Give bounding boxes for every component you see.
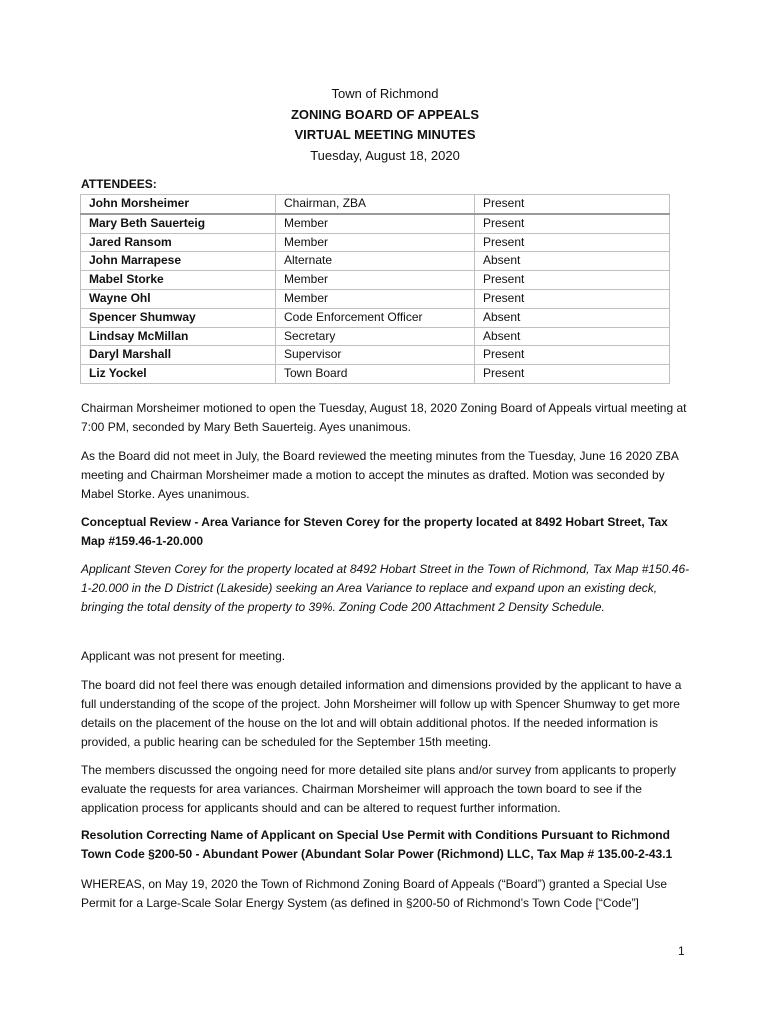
attendee-row bbox=[81, 346, 670, 365]
attendee-name: John Marrapese bbox=[81, 252, 276, 271]
attendee-row bbox=[81, 252, 670, 271]
paragraph-applicant-description bbox=[81, 560, 691, 617]
heading-text: Resolution Correcting Name of Applicant on Special Use Permit with Conditions Pursuant to Richmond Town Code §200-50 - Abundant Power (Abundant Solar Power (Richmond) LLC, Tax Map # 135.00-2-43.1 bbox=[81, 828, 673, 861]
attendee-role: Code Enforcement Officer bbox=[276, 308, 475, 327]
attendee-role: Chairman, ZBA bbox=[276, 195, 475, 214]
attendee-role: Secretary bbox=[276, 327, 475, 346]
attendee-role: Member bbox=[276, 214, 475, 233]
attendee-row bbox=[81, 289, 670, 308]
paragraph-minutes-review bbox=[81, 447, 691, 504]
attendee-status: Absent bbox=[475, 327, 670, 346]
attendee-status: Present bbox=[475, 346, 670, 365]
page-number: 1 bbox=[678, 944, 685, 958]
attendee-status: Present bbox=[475, 365, 670, 384]
paragraph-text: WHEREAS, on May 19, 2020 the Town of Richmond Zoning Board of Appeals (“Board”) granted a Special Use Permit for a Large-Scale Solar Energy System (as defined in §200-50 of Richmond’s Town Code [“Code”] bbox=[81, 877, 668, 910]
paragraph-text: As the Board did not meet in July, the Board reviewed the meeting minutes from the Tuesday, June 16 2020 ZBA meeting and Chairman Morsheimer made a motion to accept the minutes as drafted. Motion was seconded by Mabel Storke. Ayes unanimous. bbox=[81, 449, 679, 501]
paragraph-board-discussion bbox=[81, 676, 691, 752]
attendee-name: Wayne Ohl bbox=[81, 289, 276, 308]
attendee-role: Supervisor bbox=[276, 346, 475, 365]
attendee-role: Town Board bbox=[276, 365, 475, 384]
paragraph-text: Applicant was not present for meeting. bbox=[81, 649, 286, 663]
heading-conceptual-review bbox=[81, 513, 691, 551]
attendee-row bbox=[81, 365, 670, 384]
paragraph-text: Chairman Morsheimer motioned to open the Tuesday, August 18, 2020 Zoning Board of Appeals virtual meeting at 7:00 PM, seconded by Mary Beth Sauerteig. Ayes unanimous. bbox=[81, 401, 687, 434]
heading-text: Conceptual Review - Area Variance for Steven Corey for the property located at 8492 Hobart Street, Tax Map #159.46-1-20.000 bbox=[81, 515, 668, 548]
attendee-name: Daryl Marshall bbox=[81, 346, 276, 365]
paragraph-text: The board did not feel there was enough detailed information and dimensions provided by the applicant to have a full understanding of the scope of the project. John Morsheimer will follow up with Spencer Shumway to get more details on the placement of the house on the lot and will obtain additional photos. If the needed information is provided, a public hearing can be scheduled for the September 15th meeting. bbox=[81, 678, 682, 749]
attendee-name: Mary Beth Sauerteig bbox=[81, 214, 276, 233]
meeting-date: Tuesday, August 18, 2020 bbox=[310, 147, 460, 163]
attendee-status: Absent bbox=[475, 252, 670, 271]
paragraph-site-plans bbox=[81, 761, 691, 818]
document-header bbox=[0, 84, 770, 166]
attendee-status: Present bbox=[475, 233, 670, 252]
attendees-table bbox=[80, 194, 670, 384]
attendee-row bbox=[81, 195, 670, 214]
attendee-name: Lindsay McMillan bbox=[81, 327, 276, 346]
attendee-name: Jared Ransom bbox=[81, 233, 276, 252]
attendee-name: John Morsheimer bbox=[81, 195, 276, 214]
town-name: Town of Richmond bbox=[331, 86, 439, 101]
attendee-status: Present bbox=[475, 289, 670, 308]
document-type: VIRTUAL MEETING MINUTES bbox=[294, 127, 476, 142]
attendees-label: ATTENDEES: bbox=[81, 177, 157, 191]
attendee-name: Liz Yockel bbox=[81, 365, 276, 384]
attendee-role: Alternate bbox=[276, 252, 475, 271]
paragraph-opening-motion bbox=[81, 399, 691, 437]
heading-resolution bbox=[81, 826, 691, 864]
paragraph-applicant-absent bbox=[81, 647, 691, 666]
paragraph-text: Applicant Steven Corey for the property located at 8492 Hobart Street in the Town of Richmond, Tax Map #150.46-1-20.000 in the D District (Lakeside) seeking an Area Variance to replace and expand upon an existing deck, bringing the total density of the property to 39%. Zoning Code 200 Attachment 2 Density Schedule. bbox=[81, 562, 690, 614]
attendee-row bbox=[81, 327, 670, 346]
attendee-role: Member bbox=[276, 233, 475, 252]
attendee-name: Mabel Storke bbox=[81, 271, 276, 290]
attendee-row bbox=[81, 233, 670, 252]
attendee-status: Absent bbox=[475, 308, 670, 327]
attendee-row bbox=[81, 214, 670, 233]
attendee-role: Member bbox=[276, 289, 475, 308]
board-name: ZONING BOARD OF APPEALS bbox=[290, 106, 480, 122]
attendee-role: Member bbox=[276, 271, 475, 290]
attendee-status: Present bbox=[475, 214, 670, 233]
attendee-status: Present bbox=[475, 271, 670, 290]
attendee-status: Present bbox=[475, 195, 670, 214]
attendee-row bbox=[81, 271, 670, 290]
attendee-name: Spencer Shumway bbox=[81, 308, 276, 327]
paragraph-whereas bbox=[81, 875, 691, 913]
paragraph-text: The members discussed the ongoing need for more detailed site plans and/or survey from applicants to properly evaluate the requests for area variances. Chairman Morsheimer will approach the town board to see if the application process for applicants should and can be altered to request further information. bbox=[81, 763, 676, 815]
attendee-row bbox=[81, 308, 670, 327]
